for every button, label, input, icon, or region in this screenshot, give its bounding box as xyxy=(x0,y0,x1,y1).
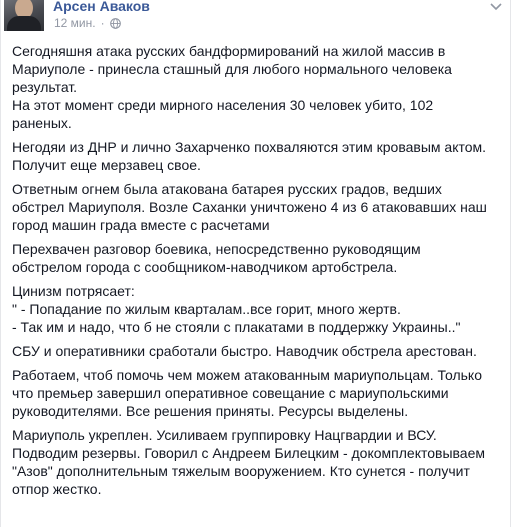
post-text-line: Подводим резервы. Говорил с Андреем Билецким - докомплектовываем xyxy=(12,445,485,461)
post-text-line: что премьер завершил оперативное совещание с мариупольскими xyxy=(12,385,449,401)
post-text-line: результат. xyxy=(12,79,78,95)
author-avatar[interactable] xyxy=(4,0,44,31)
post-text-line: обстрелом города с сообщником-наводчиком артобстрела. xyxy=(12,259,398,275)
post-body xyxy=(12,42,507,504)
post-paragraph xyxy=(12,342,507,360)
meta-separator: · xyxy=(100,16,105,30)
post-text-line: Негодяи из ДНР и лично Захарченко похваляются этим кровавым актом. xyxy=(12,139,487,155)
post-paragraph xyxy=(12,426,507,498)
post-header xyxy=(1,0,510,34)
post-text-line: обстрел Мариуполя. Возле Саханки уничтожено 4 из 6 атаковавших наш xyxy=(12,199,487,215)
post-paragraph xyxy=(12,42,507,132)
post-meta xyxy=(54,16,121,30)
post-text-line: Сегодняшня атака русских бандформирований на жилой массив в xyxy=(12,43,446,59)
post-text-line: Мариуполь укреплен. Усиливаем группировку Нацгвардии и ВСУ. xyxy=(12,427,437,443)
post-text-line: Получит еще мерзавец свое. xyxy=(12,157,201,173)
post-paragraph xyxy=(12,180,507,234)
post-text-line: Мариуполе - принесла сташный для любого нормального человека xyxy=(12,61,452,77)
post-paragraph xyxy=(12,138,507,174)
post-text-line: отпор жестко. xyxy=(12,481,102,497)
author-name-link[interactable]: Арсен Аваков xyxy=(53,0,150,14)
post-paragraph xyxy=(12,366,507,420)
post-text-line: На этот момент среди мирного населения 30 человек убито, 102 xyxy=(12,97,434,113)
post-text-line: Ответным огнем была атакована батарея русских градов, ведших xyxy=(12,181,442,197)
post-text-line: СБУ и оперативники сработали быстро. Наводчик обстрела арестован. xyxy=(12,343,477,359)
post-text-line: " - Попадание по жилым кварталам..все горит, много жертв. xyxy=(12,301,401,317)
post-text-line: Работаем, чтоб помочь чем можем атакованным мариупольцам. Только xyxy=(12,367,483,383)
post-paragraph xyxy=(12,282,507,336)
post-text-line: "Азов" дополнительным тяжелым вооружением. Кто сунется - получит xyxy=(12,463,470,479)
post-text-line: Цинизм потрясает: xyxy=(12,283,135,299)
chevron-down-icon[interactable] xyxy=(489,0,503,12)
post-text-line: раненых. xyxy=(12,115,72,131)
globe-icon[interactable] xyxy=(110,18,121,29)
post-timestamp[interactable]: 12 мин. xyxy=(54,16,96,30)
post-paragraph xyxy=(12,240,507,276)
post-text-line: город машин града вместе с расчетами xyxy=(12,217,270,233)
post-text-line: - Так им и надо, что б не стояли с плакатами в поддержку Украины.." xyxy=(12,319,461,335)
post-text-line: руководителями. Все решения приняты. Ресурсы выделены. xyxy=(12,403,409,419)
avatar-suit xyxy=(7,16,41,31)
post-text-line: Перехвачен разговор боевика, непосредственно руководящим xyxy=(12,241,421,257)
